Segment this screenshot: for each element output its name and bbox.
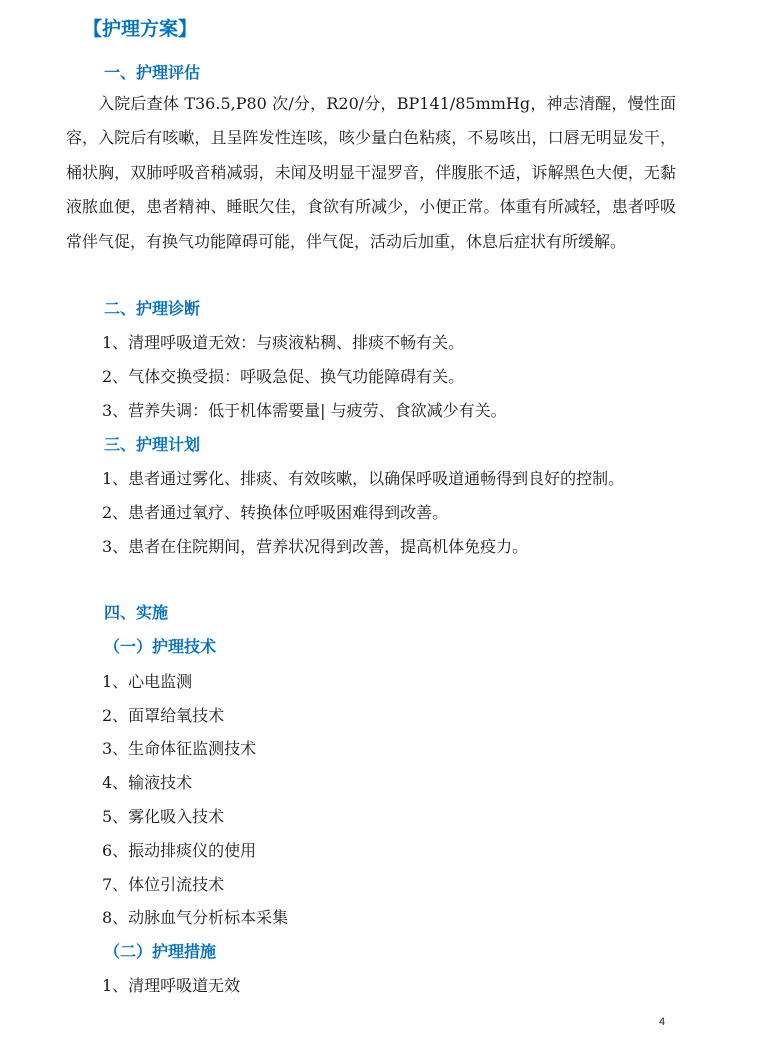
plan-item: 3、患者在住院期间，营养状况得到改善，提高机体免疫力。	[102, 537, 529, 556]
technique-item: 2、面罩给氧技术	[102, 706, 225, 725]
diagnosis-item: 3、营养失调：低于机体需要量| 与疲劳、食欲减少有关。	[102, 401, 507, 420]
plan-item: 2、患者通过氧疗、转换体位呼吸困难得到改善。	[102, 503, 449, 522]
technique-item: 5、雾化吸入技术	[102, 807, 225, 826]
assessment-heading: 一、护理评估	[104, 63, 201, 82]
technique-item: 6、振动排痰仪的使用	[102, 841, 257, 860]
plan-item: 1、患者通过雾化、排痰、有效咳嗽，以确保呼吸道通畅得到良好的控制。	[102, 469, 625, 488]
implementation-heading: 四、实施	[104, 603, 169, 622]
measures-subheading: （二）护理措施	[104, 942, 217, 961]
technique-item: 7、体位引流技术	[102, 875, 225, 894]
technique-item: 4、输液技术	[102, 773, 193, 792]
technique-item: 8、动脉血气分析标本采集	[102, 908, 289, 927]
diagnosis-item: 1、清理呼吸道无效：与痰液粘稠、排痰不畅有关。	[102, 333, 465, 352]
assessment-paragraph: 入院后查体 T36.5,P80 次/分，R20/分，BP141/85mmHg，神志清醒，慢性面容，入院后有咳嗽，且呈阵发性连咳，咳少量白色粘痰，不易咳出，口唇无明显发干，桶状胸，双肺呼吸音稍减弱，未闻及明显干湿罗音，伴腹胀不适，诉解黑色大便，无黏液脓血便，患者精神、睡眠欠佳，食欲有所减少，小便正常。体重有所减轻，患者呼吸常伴气促，有换气功能障碍可能，伴气促，活动后加重，休息后症状有所缓解。	[66, 94, 676, 251]
measure-item: 1、清理呼吸道无效	[102, 976, 241, 995]
technique-item: 3、生命体征监测技术	[102, 739, 257, 758]
diagnosis-item: 2、气体交换受损：呼吸急促、换气功能障碍有关。	[102, 367, 465, 386]
plan-heading: 三、护理计划	[104, 435, 201, 454]
techniques-subheading: （一）护理技术	[104, 637, 217, 656]
page-title: 【护理方案】	[83, 18, 198, 40]
diagnosis-heading: 二、护理诊断	[104, 299, 201, 318]
page-number: 4	[659, 1016, 666, 1028]
technique-item: 1、心电监测	[102, 672, 193, 691]
